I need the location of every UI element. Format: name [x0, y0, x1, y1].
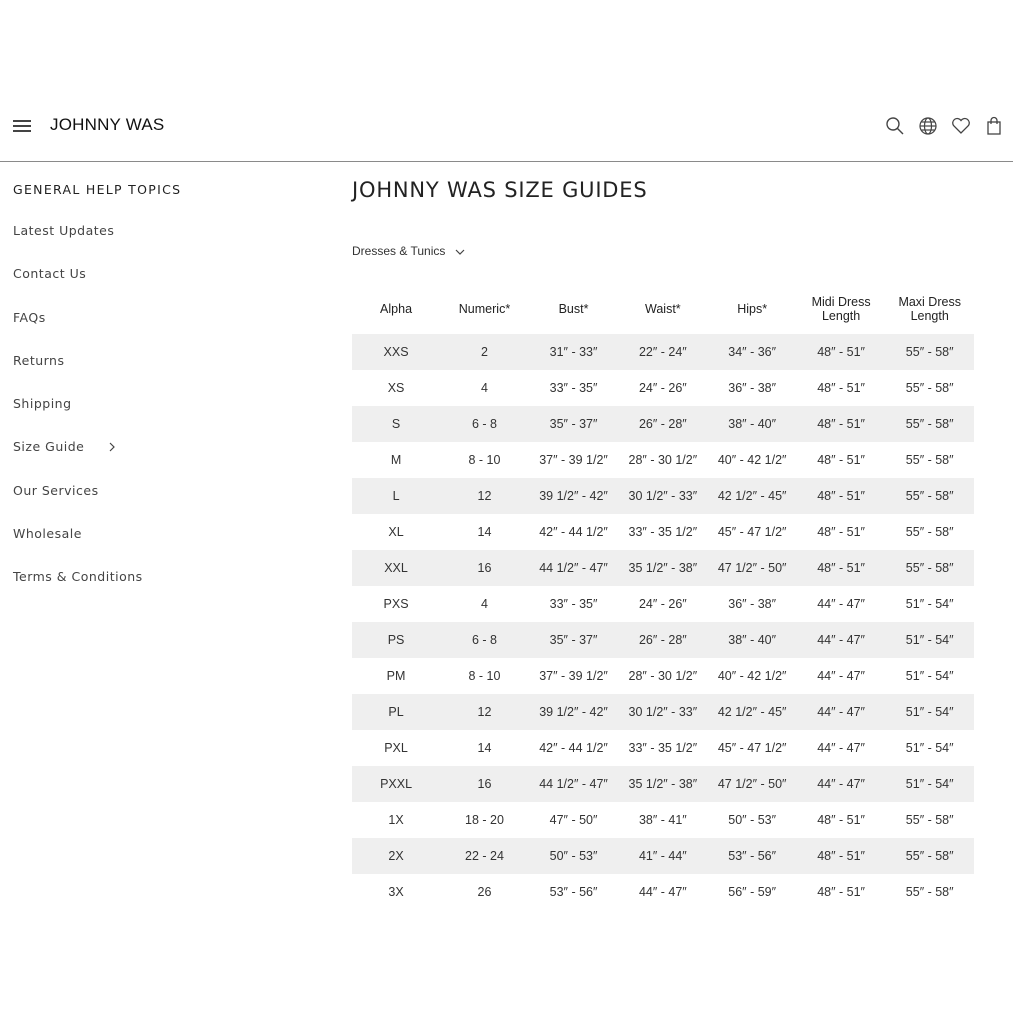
table-cell: PL	[352, 694, 440, 730]
category-dropdown[interactable]	[352, 244, 466, 258]
table-column-header: Waist*	[645, 302, 681, 316]
table-cell: 48″ - 51″	[817, 525, 865, 539]
sidebar-item-label: Returns	[13, 352, 65, 368]
table-row	[352, 730, 974, 766]
sidebar-item-latest-updates[interactable]	[13, 222, 253, 265]
table-cell: 55″ - 58″	[885, 478, 974, 514]
sidebar-item-returns[interactable]	[13, 352, 253, 395]
sidebar-item-label: Latest Updates	[13, 223, 115, 238]
table-row	[352, 586, 974, 622]
table-cell: 26″ - 28″	[618, 406, 707, 442]
sidebar-item-faqs[interactable]	[13, 309, 253, 352]
table-cell: 44″ - 47″	[638, 885, 687, 899]
table-body	[352, 334, 974, 910]
table-cell: L	[352, 478, 440, 514]
table-cell: XXL	[352, 550, 440, 586]
table-cell: 36″ - 38″	[728, 597, 777, 611]
table-cell: 22 - 24	[440, 838, 529, 874]
table-cell: 33″ - 35″	[549, 381, 598, 395]
table-cell: 44″ - 47″	[797, 622, 886, 658]
table-cell: PXXL	[352, 766, 440, 802]
table-cell: PXL	[384, 741, 408, 755]
table-cell: 55″ - 58″	[885, 838, 974, 874]
sidebar-item-size-guide[interactable]	[13, 438, 253, 481]
site-header	[0, 100, 1013, 162]
table-cell: 6 - 8	[440, 622, 529, 658]
table-cell: 44 1/2″ - 47″	[529, 766, 618, 802]
table-cell: 8 - 10	[468, 669, 501, 683]
table-cell: 24″ - 26″	[638, 597, 687, 611]
chevron-right-icon	[105, 440, 119, 454]
table-cell: 38″ - 41″	[638, 813, 687, 827]
table-column-header: Numeric*	[458, 302, 511, 316]
table-cell: 51″ - 54″	[905, 669, 954, 683]
sidebar-item-our-services[interactable]	[13, 482, 253, 525]
table-column-header: Bust*	[558, 302, 589, 316]
table-row	[352, 478, 974, 514]
site-logo[interactable]: JOHNNY WAS	[50, 115, 165, 134]
table-cell: 18 - 20	[465, 813, 504, 827]
table-row	[352, 622, 974, 658]
table-row	[352, 514, 974, 550]
table-cell: 48″ - 51″	[817, 381, 865, 395]
table-cell: 48″ - 51″	[817, 885, 865, 899]
table-cell: 24″ - 26″	[638, 381, 687, 395]
table-cell: 28″ - 30 1/2″	[628, 669, 698, 683]
table-row	[352, 694, 974, 730]
table-cell: 44″ - 47″	[817, 597, 865, 611]
sidebar-item-label: Contact Us	[13, 266, 87, 282]
table-cell: 30 1/2″ - 33″	[618, 694, 707, 730]
table-cell: 8 - 10	[468, 453, 501, 467]
table-row	[352, 874, 974, 910]
table-column-header: Midi Dress Length	[811, 295, 871, 323]
table-cell: 6 - 8	[440, 406, 529, 442]
table-cell: 3X	[388, 885, 404, 899]
table-row	[352, 370, 974, 406]
table-row	[352, 406, 974, 442]
table-cell: 34″ - 36″	[708, 334, 797, 370]
table-cell: 42″ - 44 1/2″	[539, 741, 608, 755]
search-icon[interactable]	[884, 115, 906, 137]
table-cell: 47 1/2″ - 50″	[708, 550, 797, 586]
category-dropdown-label: Dresses & Tunics	[352, 244, 446, 258]
table-cell: 45″ - 47 1/2″	[717, 525, 787, 539]
table-cell: 44″ - 47″	[797, 766, 886, 802]
table-cell: XXS	[352, 334, 440, 370]
table-row	[352, 442, 974, 478]
table-cell: 38″ - 40″	[708, 622, 797, 658]
table-cell: 14	[477, 525, 492, 539]
size-guide-table	[352, 284, 974, 910]
table-cell: 55″ - 58″	[905, 813, 954, 827]
table-cell: 48″ - 51″	[797, 838, 886, 874]
sidebar-item-label: Terms & Conditions	[13, 569, 143, 585]
table-cell: XS	[387, 381, 405, 395]
table-header-row	[352, 284, 974, 334]
chevron-down-icon	[454, 246, 466, 258]
table-cell: 33″ - 35″	[549, 597, 598, 611]
sidebar-item-shipping[interactable]	[13, 395, 253, 438]
table-column-header: Hips*	[737, 302, 768, 316]
table-cell: 26″ - 28″	[618, 622, 707, 658]
table-cell: 47 1/2″ - 50″	[708, 766, 797, 802]
table-cell: PXS	[383, 597, 409, 611]
table-row	[352, 550, 974, 586]
sidebar-item-label: FAQs	[13, 309, 46, 325]
table-cell: 55″ - 58″	[885, 334, 974, 370]
table-row	[352, 334, 974, 370]
table-cell: 47″ - 50″	[549, 813, 598, 827]
table-cell: 50″ - 53″	[728, 813, 777, 827]
table-cell: 37″ - 39 1/2″	[539, 669, 608, 683]
table-row	[352, 766, 974, 802]
table-cell: 55″ - 58″	[885, 406, 974, 442]
table-cell: 37″ - 39 1/2″	[539, 453, 608, 467]
table-cell: 42″ - 44 1/2″	[539, 525, 608, 539]
shopping-bag-icon[interactable]	[983, 115, 1005, 137]
table-cell: 36″ - 38″	[728, 381, 777, 395]
table-cell: 48″ - 51″	[797, 478, 886, 514]
table-cell: 42 1/2″ - 45″	[708, 694, 797, 730]
table-cell: 55″ - 58″	[905, 525, 954, 539]
table-cell: 42 1/2″ - 45″	[708, 478, 797, 514]
page-title: JOHNNY WAS SIZE GUIDES	[352, 178, 648, 202]
table-cell: 26	[477, 885, 492, 899]
sidebar-item-label: Shipping	[13, 396, 72, 412]
table-cell: 55″ - 58″	[885, 550, 974, 586]
table-cell: 48″ - 51″	[797, 334, 886, 370]
table-cell: 35″ - 37″	[529, 406, 618, 442]
table-cell: 48″ - 51″	[797, 406, 886, 442]
table-cell: M	[390, 453, 402, 467]
help-topic-list	[13, 222, 253, 612]
table-cell: 2	[440, 334, 529, 370]
table-cell: 35 1/2″ - 38″	[618, 550, 707, 586]
sidebar-title: GENERAL HELP TOPICS	[13, 182, 182, 197]
table-cell: 39 1/2″ - 42″	[529, 694, 618, 730]
table-cell: 30 1/2″ - 33″	[618, 478, 707, 514]
sidebar-item-contact-us[interactable]	[13, 265, 253, 308]
table-cell: 12	[440, 478, 529, 514]
table-cell: 55″ - 58″	[905, 453, 954, 467]
table-cell: 33″ - 35 1/2″	[628, 741, 698, 755]
table-cell: 51″ - 54″	[905, 597, 954, 611]
table-cell: 51″ - 54″	[885, 694, 974, 730]
table-cell: 53″ - 56″	[708, 838, 797, 874]
table-cell: XL	[388, 525, 404, 539]
table-cell: 1X	[388, 813, 404, 827]
table-cell: 55″ - 58″	[905, 381, 954, 395]
table-cell: 40″ - 42 1/2″	[717, 453, 787, 467]
table-cell: 16	[440, 766, 529, 802]
table-cell: 44″ - 47″	[797, 694, 886, 730]
table-cell: 48″ - 51″	[817, 453, 865, 467]
table-cell: 39 1/2″ - 42″	[529, 478, 618, 514]
table-row	[352, 802, 974, 838]
sidebar-item-wholesale[interactable]	[13, 525, 253, 568]
table-row	[352, 658, 974, 694]
table-cell: 51″ - 54″	[885, 622, 974, 658]
table-cell: 35″ - 37″	[529, 622, 618, 658]
table-column-header: Maxi Dress Length	[898, 295, 961, 323]
table-cell: 44″ - 47″	[817, 669, 865, 683]
table-cell: 12	[440, 694, 529, 730]
help-sidebar	[13, 180, 253, 612]
table-cell: 45″ - 47 1/2″	[717, 741, 787, 755]
table-cell: 4	[481, 381, 488, 395]
table-cell: 51″ - 54″	[905, 741, 954, 755]
table-cell: 48″ - 51″	[817, 813, 865, 827]
table-cell: 14	[477, 741, 492, 755]
table-cell: 31″ - 33″	[529, 334, 618, 370]
table-cell: 22″ - 24″	[618, 334, 707, 370]
table-cell: 4	[481, 597, 488, 611]
table-cell: PS	[352, 622, 440, 658]
table-cell: S	[352, 406, 440, 442]
table-column-header: Alpha	[380, 302, 413, 316]
table-cell: 2X	[352, 838, 440, 874]
table-row	[352, 838, 974, 874]
table-cell: 51″ - 54″	[885, 766, 974, 802]
sidebar-item-terms-conditions[interactable]	[13, 568, 253, 611]
table-cell: 55″ - 58″	[905, 885, 954, 899]
sidebar-item-label: Size Guide	[13, 439, 85, 455]
sidebar-item-label: Wholesale	[13, 526, 82, 542]
menu-icon[interactable]	[13, 119, 31, 133]
table-cell: 28″ - 30 1/2″	[628, 453, 698, 467]
table-cell: 33″ - 35 1/2″	[628, 525, 698, 539]
table-cell: 53″ - 56″	[549, 885, 598, 899]
sidebar-item-label: Our Services	[13, 482, 99, 498]
table-cell: 16	[440, 550, 529, 586]
table-cell: PM	[386, 669, 406, 683]
table-cell: 38″ - 40″	[708, 406, 797, 442]
table-cell: 48″ - 51″	[797, 550, 886, 586]
table-cell: 35 1/2″ - 38″	[618, 766, 707, 802]
table-cell: 41″ - 44″	[618, 838, 707, 874]
table-cell: 50″ - 53″	[529, 838, 618, 874]
table-cell: 40″ - 42 1/2″	[717, 669, 787, 683]
globe-icon[interactable]	[917, 115, 939, 137]
table-cell: 56″ - 59″	[728, 885, 777, 899]
table-cell: 44 1/2″ - 47″	[529, 550, 618, 586]
table-cell: 44″ - 47″	[817, 741, 865, 755]
heart-icon[interactable]	[950, 115, 972, 137]
